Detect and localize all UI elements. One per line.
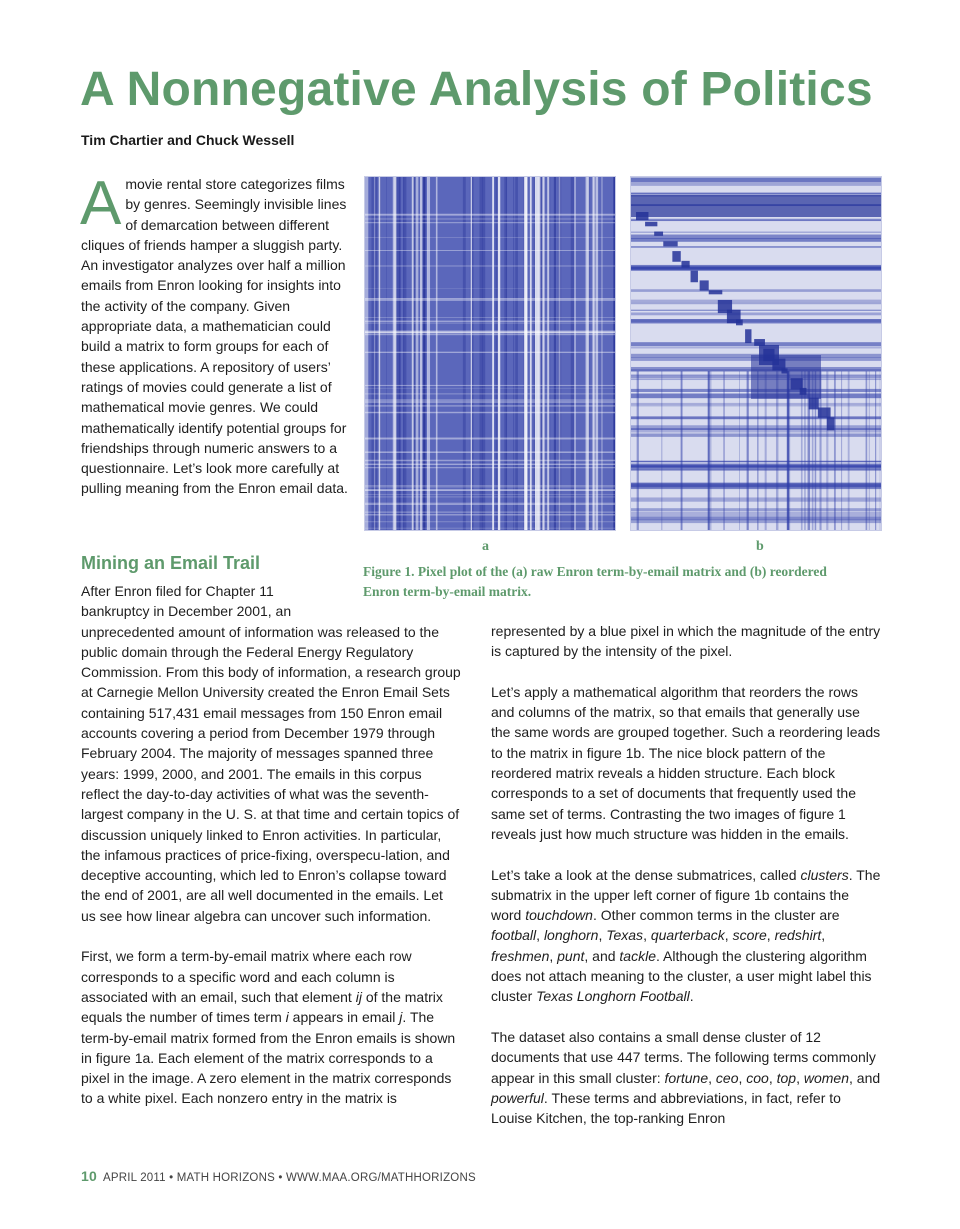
matrix-row-streak	[365, 300, 615, 301]
matrix-column-band	[747, 371, 749, 530]
matrix-column-streak	[379, 177, 381, 530]
matrix-column-streak	[513, 177, 514, 530]
cluster-block	[700, 280, 709, 290]
text-run: ,	[768, 1069, 777, 1086]
term-top: top	[776, 1069, 797, 1086]
column-left	[81, 581, 461, 1109]
matrix-row-streak	[365, 393, 615, 394]
matrix-row-band	[631, 300, 881, 302]
page-footer	[81, 1168, 476, 1184]
matrix-row-band	[631, 497, 881, 501]
matrix-row-band	[631, 235, 881, 239]
matrix-column-streak	[540, 177, 543, 530]
matrix-column-band	[710, 371, 711, 530]
matrix-column-streak	[498, 177, 500, 530]
matrix-row-streak	[365, 237, 615, 238]
matrix-row-streak	[365, 401, 615, 403]
matrix-row-streak	[365, 460, 615, 461]
matrix-row-band	[631, 460, 881, 461]
matrix-row-streak	[365, 218, 615, 219]
matrix-row-streak	[365, 502, 615, 503]
matrix-column-streak	[372, 177, 373, 530]
matrix-row-band	[631, 247, 881, 248]
text-run: ,	[724, 927, 733, 944]
matrix-row-streak	[365, 266, 615, 267]
term-tackle: tackle	[619, 947, 656, 964]
matrix-column-streak	[534, 177, 535, 530]
matrix-row-band	[631, 416, 881, 419]
matrix-column-streak	[587, 177, 589, 530]
text-run: , and	[849, 1069, 881, 1086]
matrix-column-band	[826, 371, 828, 530]
matrix-column-band	[848, 371, 850, 530]
column-right	[491, 621, 881, 1149]
text-run: . The term-by-email matrix formed from the Enron emails is shown in figure 1a. Each element of the matrix corresponds to a pixel in the image. A zero element in the matrix corresponds to a white pixel. Each nonzero entry in the matrix is	[81, 1009, 456, 1107]
matrix-column-streak	[427, 177, 428, 530]
text-run: First, we form a term-by-email matrix where each row corresponds to a specific word and each column is associated with an email, such that element	[81, 948, 412, 1005]
term-ceo: ceo	[715, 1069, 739, 1086]
matrix-column-streak	[549, 177, 551, 530]
matrix-row-streak	[365, 521, 615, 522]
matrix-row-streak	[365, 467, 615, 468]
matrix-row-streak	[365, 451, 615, 453]
matrix-row-streak	[365, 489, 615, 491]
footer-text: APRIL 2011 • MATH HORIZONS • WWW.MAA.ORG/MATHHORIZONS	[102, 1172, 476, 1184]
matrix-row-band	[631, 404, 881, 407]
matrix-column-band	[841, 371, 842, 530]
matrix-column-streak	[492, 177, 494, 530]
matrix-row-band	[631, 310, 881, 311]
figure-1b-pixel-plot	[631, 177, 881, 530]
paragraph-reordering: Let’s apply a mathematical algorithm that reorders the rows and columns of the matrix, so that emails that generally use the same words are grouped together. Such a reordering leads to the matrix in figure 1b. The nice block pattern of the reordered matrix reveals a hidden structure. Each block corresponds to a set of documents that frequently used the same set of terms. Contrasting the two images of figure 1 reveals just how much structure was hidden in the emails.	[491, 683, 881, 842]
matrix-row-streak	[365, 330, 615, 331]
matrix-row-streak	[365, 288, 615, 289]
section-heading: Mining an Email Trail	[81, 553, 261, 573]
text-run: . Although the clustering algorithm does not attach meaning to the cluster, a user might label this cluster	[491, 947, 872, 1005]
matrix-column-band	[869, 371, 870, 530]
matrix-row-band	[631, 319, 881, 322]
matrix-row-band	[631, 219, 881, 221]
matrix-column-band	[723, 371, 724, 530]
paragraph-term-by-email	[81, 946, 461, 1108]
matrix-column-streak	[386, 177, 387, 530]
matrix-column-streak	[595, 177, 596, 530]
text-run: , and	[584, 947, 620, 964]
term-fortune: fortune	[664, 1069, 709, 1086]
matrix-row-streak	[365, 250, 615, 251]
drop-cap: A	[80, 169, 122, 238]
intro-text: movie rental store categorizes films by genres. Seemingly invisible lines of demarcation between different cliques of friends hamper a sluggish party. An investigator analyzes over half a million emails from Enron looking for insights into the activity of the company. Given appropriate data, a mathematician could build a matrix to form groups for each of these applications. A repository of users’ ratings of movies could generate a list of mathematical movie genres. We could mathematically identify potential groups for friendships through numeric answers to a questionnaire. Let’s look more carefully at pulling meaning from the Enron email data.	[81, 176, 348, 497]
matrix-row-streak	[365, 485, 615, 486]
page-number: 10	[81, 1168, 97, 1184]
matrix-column-streak	[530, 177, 532, 530]
matrix-column-streak	[436, 177, 438, 530]
term-longhorn: longhorn	[543, 927, 599, 944]
matrix-row-band	[631, 508, 881, 511]
matrix-row-streak	[365, 222, 615, 223]
matrix-column-streak	[524, 177, 527, 530]
matrix-row-streak	[365, 528, 615, 529]
cluster-block	[672, 251, 680, 262]
matrix-row-streak	[365, 385, 615, 386]
matrix-column-streak	[613, 177, 615, 530]
cluster-block	[681, 261, 689, 268]
matrix-column-streak	[412, 177, 414, 530]
math-i: i	[285, 1009, 289, 1026]
cluster-block	[631, 195, 881, 217]
matrix-row-streak	[365, 321, 615, 323]
matrix-column-streak	[471, 177, 472, 530]
matrix-column-streak	[601, 177, 602, 530]
matrix-row-streak	[365, 438, 615, 440]
figure-label-b: b	[756, 539, 764, 554]
text-run: .	[689, 988, 694, 1005]
matrix-row-band	[631, 302, 881, 304]
paragraph-clusters	[491, 865, 881, 1007]
term-freshmen: freshmen	[491, 947, 550, 964]
term-touchdown: touchdown	[525, 907, 593, 924]
matrix-row-streak	[365, 298, 615, 300]
matrix-row-streak	[365, 317, 615, 318]
matrix-row-streak	[365, 412, 615, 413]
matrix-column-band	[866, 371, 868, 530]
matrix-row-band	[631, 464, 881, 467]
matrix-row-streak	[365, 388, 615, 389]
matrix-column-streak	[423, 177, 426, 530]
matrix-column-streak	[403, 177, 406, 530]
matrix-row-streak	[365, 214, 615, 216]
matrix-column-band	[875, 371, 876, 530]
text-run: . Other common terms in the cluster are	[592, 907, 840, 924]
cluster-block	[645, 222, 657, 227]
matrix-column-streak	[479, 177, 482, 530]
matrix-row-band	[631, 470, 881, 471]
text-run: ,	[643, 927, 651, 944]
matrix-row-streak	[365, 332, 615, 333]
cluster-block	[827, 417, 835, 430]
cluster-block	[663, 241, 677, 246]
math-ij: ij	[355, 988, 362, 1005]
term-texas: Texas	[606, 927, 644, 944]
matrix-row-band	[631, 289, 881, 292]
term-quarterback: quarterback	[650, 927, 725, 944]
text-run: appears in email	[288, 1009, 400, 1026]
matrix-column-streak	[574, 177, 575, 530]
text-run: ,	[796, 1069, 804, 1086]
matrix-row-streak	[365, 503, 615, 505]
matrix-column-streak	[506, 177, 507, 530]
text-run: . These terms and abbreviations, in fact, refer to Louise Kitchen, the top-ranking Enron	[491, 1089, 841, 1127]
paragraph-small-cluster	[491, 1027, 881, 1128]
cluster-label: Texas Longhorn Football	[536, 988, 690, 1005]
cluster-block	[709, 290, 723, 294]
matrix-row-streak	[365, 333, 615, 335]
matrix-row-band	[631, 433, 881, 436]
cluster-block	[818, 407, 831, 417]
text-run: ,	[738, 1069, 747, 1086]
paragraph-start: After Enron filed for Chapter 11 bankruptcy in December 2001, an	[81, 583, 292, 620]
term-redshirt: redshirt	[774, 927, 822, 944]
cluster-block	[759, 345, 779, 365]
matrix-column-band	[637, 371, 639, 530]
text-run: . The submatrix in the upper left corner of figure 1b contains the word	[491, 866, 881, 924]
matrix-fill	[631, 177, 881, 530]
matrix-row-streak	[365, 352, 615, 353]
term-powerful: powerful	[491, 1089, 544, 1106]
matrix-row-streak	[365, 511, 615, 513]
figure-1a-pixel-plot	[365, 177, 615, 530]
term-score: score	[732, 927, 767, 944]
matrix-row-band	[631, 232, 881, 233]
matrix-column-streak	[554, 177, 556, 530]
paragraph-continuation: unprecedented amount of information was released to the public domain through the Federal Energy Regulatory Commission. From this body of information, a research group at Carnegie Mellon University created the Enron Email Sets containing 517,431 email messages from 150 Enron email accounts covering a period from December 1979 through February 2004. The majority of messages spanned three years: 1999, 2000, and 2001. The emails in this corpus reflect the day-to-day activities of what was the seventh-largest company in the U. S. at that time and certain topics of discussion uniquely linked to Enron activities. In particular, the infamous practices of price-fixing, overspecu-lation, and deceptive accounting, which led to Enron’s collapse toward the end of 2001, are all well documented in the emails. Let us see how linear algebra can uncover such information.	[81, 623, 461, 924]
cluster-block	[691, 271, 698, 283]
figure-1b-reordered-matrix	[630, 176, 882, 531]
figure-label-a: a	[482, 539, 489, 554]
cluster-block	[736, 320, 743, 326]
matrix-row-streak	[365, 514, 615, 515]
matrix-column-band	[681, 371, 682, 530]
matrix-row-band	[631, 267, 881, 270]
article-title: A Nonnegative Analysis of Politics	[80, 63, 873, 116]
matrix-row-band	[631, 347, 881, 349]
matrix-row-streak	[365, 323, 615, 324]
matrix-column-streak	[373, 177, 374, 530]
figure-1a-raw-matrix	[364, 176, 616, 531]
matrix-row-band	[631, 512, 881, 517]
article-authors: Tim Chartier and Chuck Wessell	[81, 132, 295, 148]
matrix-row-band	[631, 425, 881, 429]
matrix-row-streak	[365, 487, 615, 488]
matrix-fill	[365, 177, 615, 530]
text-run: The dataset also contains a small dense cluster of 12 documents that use 447 terms. The following terms commonly appear in this small cluster:	[491, 1028, 876, 1086]
matrix-column-band	[880, 371, 881, 530]
text-run: ,	[598, 927, 607, 944]
matrix-row-band	[631, 312, 881, 315]
term-women: women	[803, 1069, 850, 1086]
matrix-column-streak	[495, 177, 497, 530]
paragraph-blue-pixel: represented by a blue pixel in which the magnitude of the entry is captured by the intensity of the pixel.	[491, 623, 881, 660]
matrix-column-streak	[463, 177, 466, 530]
matrix-column-band	[834, 371, 836, 530]
matrix-row-band	[631, 181, 881, 186]
matrix-row-streak	[365, 405, 615, 406]
matrix-column-streak	[592, 177, 595, 530]
text-run: Let’s take a look at the dense submatrices, called	[491, 866, 801, 883]
cluster-block	[745, 329, 751, 343]
math-j: j	[399, 1009, 403, 1026]
matrix-column-streak	[571, 177, 574, 530]
matrix-row-band	[631, 520, 881, 524]
cluster-block	[754, 339, 765, 346]
matrix-row-streak	[365, 464, 615, 465]
term-coo: coo	[746, 1069, 769, 1086]
matrix-row-streak	[365, 399, 615, 401]
matrix-column-streak	[416, 177, 419, 530]
matrix-column-streak	[535, 177, 538, 530]
text-run: ,	[766, 927, 775, 944]
text-run: of the matrix equals the number of times term	[81, 988, 443, 1026]
matrix-column-streak	[399, 177, 401, 530]
matrix-row-band	[631, 178, 881, 182]
matrix-column-streak	[472, 177, 473, 530]
term-clusters: clusters	[800, 866, 849, 883]
matrix-column-streak	[396, 177, 397, 530]
figure-caption: Figure 1. Pixel plot of the (a) raw Enron term-by-email matrix and (b) reordered Enron term-by-email matrix.	[363, 564, 827, 599]
term-punt: punt	[557, 947, 585, 964]
matrix-column-band	[739, 371, 740, 530]
matrix-column-streak	[596, 177, 598, 530]
text-run: ,	[708, 1069, 716, 1086]
matrix-row-band	[631, 486, 881, 489]
text-run: ,	[536, 927, 544, 944]
matrix-column-streak	[428, 177, 430, 530]
cluster-block	[809, 398, 819, 410]
matrix-row-streak	[365, 494, 615, 495]
term-football: football	[491, 927, 537, 944]
paragraph-chapter-11	[81, 581, 461, 926]
matrix-column-streak	[515, 177, 518, 530]
matrix-column-band	[661, 371, 662, 530]
matrix-row-streak	[365, 497, 615, 498]
intro-paragraph	[80, 169, 349, 499]
matrix-column-streak	[420, 177, 422, 530]
cluster-block	[654, 232, 663, 236]
matrix-column-band	[708, 371, 710, 530]
text-run: ,	[549, 947, 558, 964]
matrix-column-streak	[559, 177, 561, 530]
matrix-column-streak	[365, 177, 368, 530]
text-run: ,	[821, 927, 826, 944]
matrix-column-streak	[374, 177, 375, 530]
matrix-row-band	[631, 431, 881, 432]
